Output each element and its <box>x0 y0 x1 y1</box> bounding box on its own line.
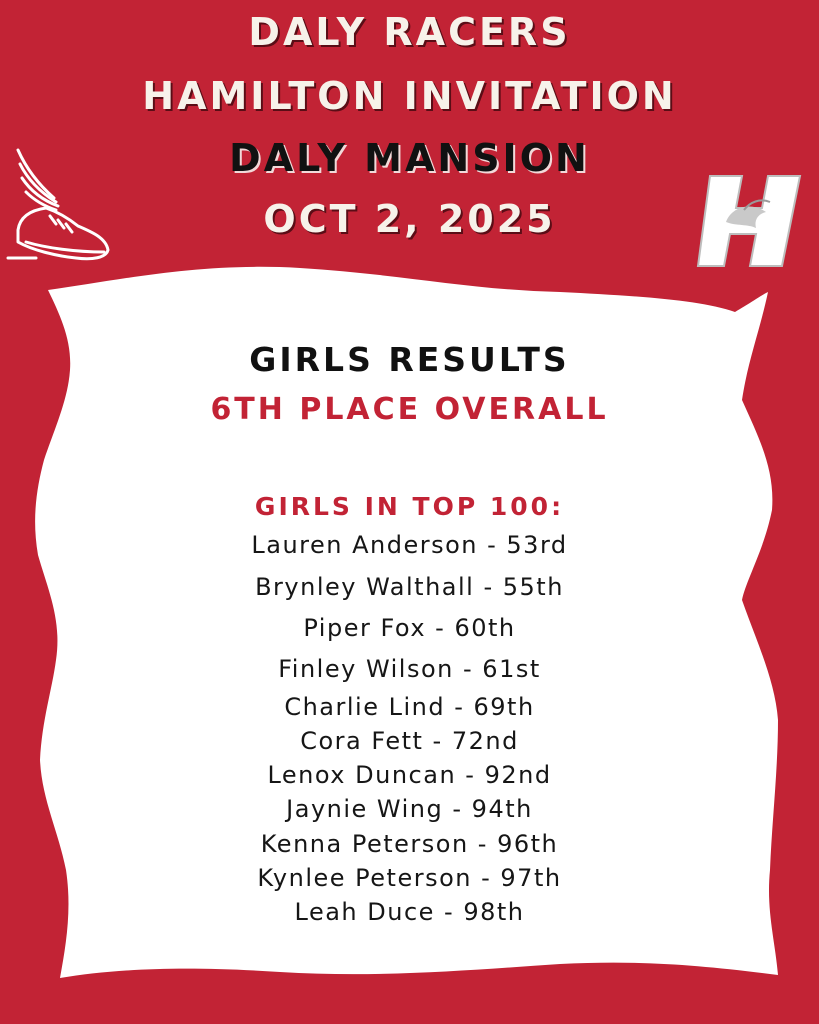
list-item: Leah Duce - 98th <box>294 898 525 926</box>
hamilton-h-logo <box>696 172 802 270</box>
results-title: GIRLS RESULTS <box>249 340 570 379</box>
list-item: Brynley Walthall - 55th <box>255 573 564 601</box>
list-item: Kynlee Peterson - 97th <box>257 864 562 892</box>
list-item: Kenna Peterson - 96th <box>260 830 559 858</box>
list-item: Jaynie Wing - 94th <box>286 795 533 823</box>
top-100-heading: GIRLS IN TOP 100: <box>254 492 565 521</box>
list-item: Lauren Anderson - 53rd <box>251 531 568 559</box>
list-item: Lenox Duncan - 92nd <box>267 761 552 789</box>
team-name: DALY RACERS <box>248 10 571 54</box>
event-name: HAMILTON INVITATION <box>142 74 677 118</box>
list-item: Charlie Lind - 69th <box>284 693 535 721</box>
list-item: Finley Wilson - 61st <box>278 655 541 683</box>
list-item: Piper Fox - 60th <box>303 614 516 642</box>
team-placement: 6TH PLACE OVERALL <box>210 392 609 427</box>
event-date: OCT 2, 2025 <box>263 197 556 241</box>
list-item: Cora Fett - 72nd <box>300 727 519 755</box>
venue-name: DALY MANSION <box>229 136 590 180</box>
winged-shoe-icon <box>6 146 116 266</box>
